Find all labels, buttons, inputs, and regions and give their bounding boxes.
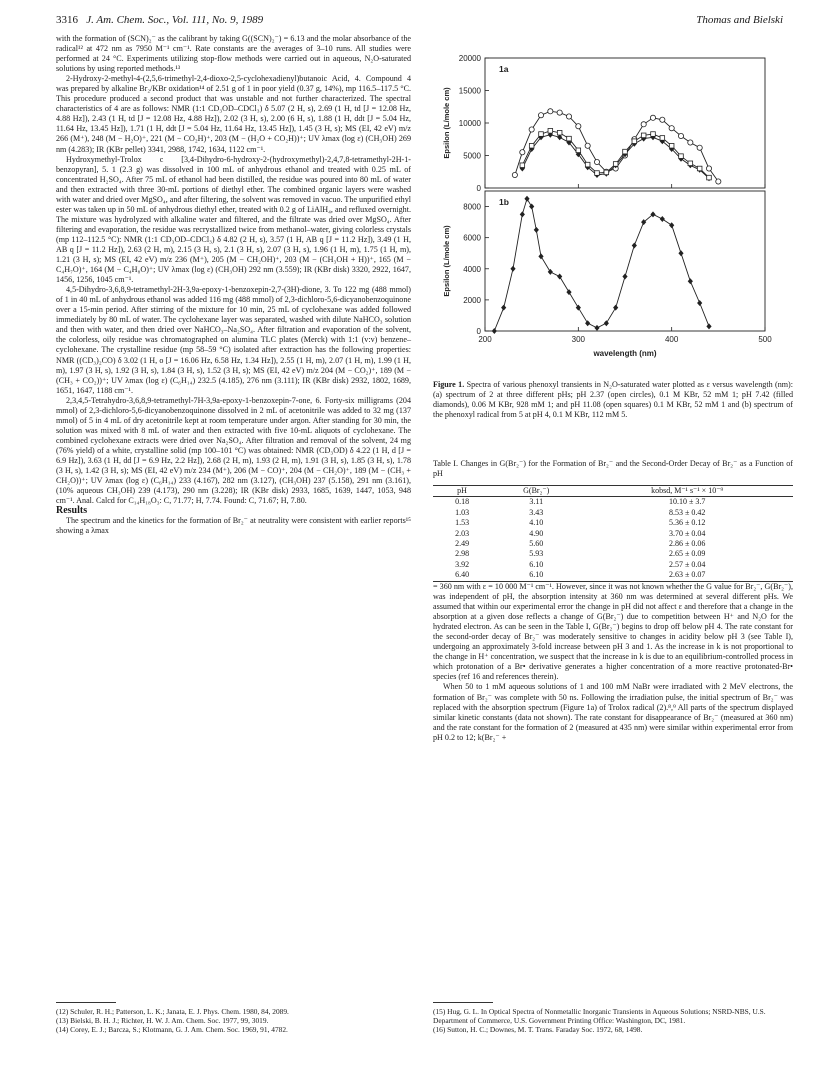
data-point-diamond (697, 300, 702, 306)
data-point-circle (669, 126, 674, 131)
table-cell: 3.70 ± 0.04 (668, 528, 706, 538)
table-header-row (433, 486, 793, 497)
table-cell: 3.43 (529, 507, 544, 517)
right-column (433, 582, 793, 743)
data-point-square (529, 143, 534, 148)
data-point-diamond (566, 289, 571, 295)
paragraph: When 50 to 1 mM aqueous solutions of 1 and 100 mM NaBr were irradiated with 2 MeV electrons, the formation of Br₂⁻ was complete with 50 ns. Following the irradiation pulse, the initial spectrum of Br₂⁻ was replaced with the absorption spectrum (Figure 1a) of Trolox radical (2).⁸,⁹ All parts of the spectrum displayed similar kinetic constants (data not shown). The rate constant for disappearance of Br₂⁻ (measured at 360 nm) and the rate constant for the formation of 2 (measured at 435 nm) were similar within experimental error from pH 0.2 to 12; k(Br₂⁻ + (433, 682, 793, 742)
paragraph: 2-Hydroxy-2-methyl-4-(2,5,6-trimethyl-2,4-dioxo-2,5-cyclohexadienyl)butanoic Acid, 4. Compound 4 was prepared by alkaline Br₂/KBr oxidation¹⁴ of 2.51 g of 1 in poor yield (0.37 g, 14%), mp 116.5–117.5 °C. This procedure produced a second product that was unstable and not further characterized. The spectral characteristics of 4 are as follows: NMR (1:1 CD₃OD–CDCl₃) δ 5.07 (2 H, s), 2.69 (1 H, td [J = 12.08 Hz, 4.88 Hz]), 2.43 (1 H, td [J = 12.08 Hz, 4.88 Hz]), 2.02 (3 H, s), 2.00 (6 H, s), 1.88 (1 H, ddt [J = 5.04 Hz, 11.64 Hz, 13.45 Hz]), 1.71 (1 H, ddt [J = 5.04 Hz, 11.64 Hz, 13.45 Hz]), 1.45 (3 H, s); MS (EI, 42 eV) m/z 266 (M⁺), 248 (M − H₂O)⁺, 221 (M − CO₂H)⁺, 203 (M − (H₂O + CO₂H))⁺; UV λmax (log ε) (CH₃OH) 269 nm (4.283); IR (KBr pellet) 3341, 2988, 1742, 1634, 1122 cm⁻¹. (56, 74, 411, 154)
table-cell: 5.60 (529, 539, 544, 549)
column-header: G(Br₂⁻) (491, 486, 581, 497)
table-cell: 8.53 ± 0.42 (668, 507, 706, 517)
data-point-square (688, 161, 693, 166)
data-point-circle (520, 150, 525, 155)
y-tick-label: 2000 (463, 295, 481, 305)
column-header: pH (433, 486, 491, 497)
data-point-square (548, 129, 553, 134)
table-row (433, 518, 793, 528)
panel-1a (442, 54, 765, 193)
footnote: (13) Bielski, B. H. J.; Richter, H. W. J. Am. Chem. Soc. 1977, 99, 3019. (56, 1016, 269, 1026)
table-cell: 6.40 (433, 570, 491, 581)
data-point-square (632, 139, 637, 144)
table-cell: 3.92 (455, 559, 470, 569)
data-table (433, 485, 793, 582)
data-point-circle (548, 109, 553, 114)
data-point-diamond (688, 278, 693, 284)
table-cell: 5.93 (529, 549, 544, 559)
plot-frame (485, 191, 765, 331)
y-tick-label: 6000 (463, 233, 481, 243)
table-cell: 3.11 (529, 497, 544, 507)
data-point-diamond (604, 320, 609, 326)
data-point-diamond (492, 328, 497, 334)
table-row (433, 549, 793, 559)
table-cell: 2.03 (455, 528, 470, 538)
data-point-square (557, 130, 562, 135)
table-row (433, 497, 793, 508)
table-cell: 6.10 (491, 570, 581, 581)
data-point-circle (706, 166, 711, 171)
table-cell: 2.98 (455, 549, 470, 559)
data-point-diamond (510, 266, 515, 272)
table-row (433, 539, 793, 549)
data-point-square (641, 133, 646, 138)
y-tick-label: 20000 (458, 54, 481, 63)
data-point-circle (594, 159, 599, 164)
table-row (433, 529, 793, 539)
data-point-diamond (678, 250, 683, 256)
data-point-square (679, 154, 684, 159)
table-cell: 2.65 ± 0.09 (668, 549, 706, 559)
data-point-diamond (534, 227, 539, 233)
data-point-circle (716, 179, 721, 184)
data-point-diamond (529, 204, 534, 210)
x-tick-label: 500 (758, 335, 772, 344)
column-header: kobsd, M⁻¹ s⁻¹ × 10⁻⁹ (581, 486, 793, 497)
page-number: 3316 (56, 14, 78, 26)
table-cell: 2.63 ± 0.07 (581, 570, 793, 581)
figure-caption (433, 380, 793, 420)
data-point-diamond (650, 211, 655, 217)
data-point-square (520, 163, 525, 168)
data-point-circle (585, 143, 590, 148)
data-point-square (576, 148, 581, 153)
x-tick-label: 400 (664, 335, 679, 344)
table-row (433, 560, 793, 570)
data-point-circle (557, 110, 562, 115)
y-axis-label: Epsilon (L/mole cm) (442, 87, 451, 159)
data-point-diamond (585, 320, 590, 326)
series-line (494, 199, 709, 331)
data-point-circle (650, 115, 655, 120)
y-tick-label: 10000 (458, 119, 481, 128)
y-tick-label: 0 (476, 327, 481, 336)
data-point-diamond (557, 274, 562, 280)
left-column (56, 34, 411, 536)
data-point-diamond (613, 305, 618, 311)
running-header-left (56, 14, 263, 26)
plot-frame (485, 58, 765, 188)
table-cell: 2.49 (455, 539, 470, 549)
data-point-circle (576, 124, 581, 129)
data-point-square (707, 175, 712, 180)
table-cell: 4.90 (529, 528, 544, 538)
data-point-circle (688, 140, 693, 145)
table-cell: 4.10 (529, 518, 544, 528)
y-axis-label: Epsilon (L/mole cm) (442, 225, 451, 297)
data-point-circle (538, 113, 543, 118)
table-title: Table I. Changes in G(Br₂⁻) for the Formation of Br₂⁻ and the Second-Order Decay of Br₂⁻ as a Function of pH (433, 459, 793, 479)
data-point-square (539, 132, 544, 137)
data-point-diamond (594, 325, 599, 331)
panel-label: 1a (499, 64, 509, 74)
data-point-circle (529, 127, 534, 132)
x-axis-label: wavelength (nm) (593, 349, 657, 358)
y-tick-label: 8000 (463, 202, 481, 212)
paragraph: 4,5-Dihydro-3,6,8,9-tetramethyl-2H-3,9a-epoxy-1-benzoxepin-2,7-(3H)-dione, 3. To 122 mg (488 mmol) of 1 in 40 mL of anhydrous ethanol was added 116 mg (488 mmol) of 2,3-dichloro-5,6-dicyanobenzoquinone over a 15-min period. After stirring of the mixture for 10 min, 25 mL of cyclohexane was added followed immediately by 80 mL of water. The cyclohexane layer was separated, washed with dilute NaHCO₃ solution and then with water, and then dried over NaHCO₃–Na₂SO₄. After filtration and evaporation of the solvent, the colorless, oily residue was chromatographed on alumina TLC plates (Merck) with 1:1 (v:v) benzene–cyclohexane. The crystalline residue (mp 58–59 °C) isolated after extraction has the following properties: NMR ((CD₃)₂CO) δ 3.02 (1 H, o [J = 16.06 Hz, 6.58 Hz, 1.34 Hz]), 2.55 (1 H, m), 2.07 (1 H, m), 1.99 (1 H, m), 1.97 (3 H, s), 1.92 (3 H, s), 1.84 (3 H, s), 1.52 (3 H, s); MS (EI, 42 eV) m/z 204 (M − CO₂)⁺, 189 (M − (CH₃ + CO₂))⁺; UV λmax (log ε) (C₆H₁₄) 232.5 (4.185), 276 nm (3.111); IR (KBr disk) 2932, 1802, 1689, 1651, 1647, 1188 cm⁻¹. (56, 285, 411, 395)
right-footnotes (433, 1007, 793, 1035)
figure-1-spectra (435, 48, 795, 373)
data-point-diamond (520, 211, 525, 217)
table-cell: 2.57 ± 0.04 (668, 559, 706, 569)
data-point-circle (678, 133, 683, 138)
caption-text: Spectra of various phenoxyl transients in N₂O-saturated water plotted as ε versus wavelength (nm): (a) spectrum of 2 at three different pHs; pH 2.37 (open circles), 0.1 M KBr, 52 mM 1; pH 7.42 (filled diamonds), 0.06 M KBr, 928 mM 1; and pH 11.08 (open squares) 0.1 M KBr, 52 mM 1 and (b) spectrum of the phenoxyl radical from 5 at pH 4, 0.1 M KBr, 112 mM 5. (433, 380, 794, 420)
data-point-circle (660, 117, 665, 122)
data-point-square (623, 149, 628, 154)
data-point-square (651, 132, 656, 137)
table-cell: 2.86 ± 0.06 (668, 539, 706, 549)
data-point-square (585, 162, 590, 167)
x-tick-label: 200 (478, 335, 492, 344)
data-point-diamond (524, 196, 529, 202)
data-point-diamond (632, 242, 637, 248)
running-header-authors: Thomas and Bielski (696, 14, 783, 26)
data-point-square (567, 136, 572, 141)
paragraph: The spectrum and the kinetics for the formation of Br₂⁻ at neutrality were consistent with earlier reports¹⁵ showing a λmax (56, 516, 411, 536)
data-point-circle (512, 172, 517, 177)
panel-label: 1b (499, 197, 509, 207)
footnote: (15) Hug, G. L. In Optical Spectra of Nonmetallic Inorganic Transients in Aqueous Solutions; NSRD-NBS, U.S. Department of Commerce, U.S. Government Printing Office: Washington, DC, 1981. (433, 1007, 766, 1026)
table-row (433, 570, 793, 581)
table-row (433, 508, 793, 518)
footnote-rule (56, 1002, 116, 1003)
footnote-rule (433, 1002, 493, 1003)
data-point-square (613, 162, 618, 167)
data-point-circle (697, 145, 702, 150)
journal-citation: J. Am. Chem. Soc., Vol. 111, No. 9, 1989 (86, 14, 264, 26)
data-point-diamond (538, 253, 543, 259)
data-point-square (660, 136, 665, 141)
footnote: (14) Corey, E. J.; Barcza, S.; Klotmann, G. J. Am. Chem. Soc. 1969, 91, 4782. (56, 1025, 288, 1035)
footnote: (12) Schuler, R. H.; Patterson, L. K.; Janata, E. J. Phys. Chem. 1980, 84, 2089. (56, 1007, 289, 1016)
table-cell: 0.18 (455, 497, 470, 507)
data-point-square (669, 143, 674, 148)
section-heading: Results (56, 505, 88, 517)
data-point-diamond (669, 222, 674, 228)
paragraph: 2,3,4,5-Tetrahydro-3,6,8,9-tetramethyl-7H-3,9a-epoxy-1-benzoxepin-7-one, 6. Forty-six milligrams (204 mmol) of 2,3-dichloro-5,6-dicyanobenzoquinone dissolved in 2 mL of acetonitrile was added to 32 mg (137 mmol) of 5 in 4 mL of dry acetonitrile kept at room temperature under argon. After standing for 30 min, the solution was mixed with 8 mL of water and then extracted with five 10-mL aliquots of cyclohexane. The combined cyclohexane extracts were dried over Na₂SO₄. After filtration and removal of the solvent, 24 mg (76% yield) of a white, crystalline solid (mp 100–101 °C) was obtained: NMR (CD₃OD) δ 4.22 (1 H, d [J = 6.9 Hz]), 3.63 (1 H, dd [J = 6.9 Hz, 2.2 Hz]), 2.68 (2 H, m), 1.93 (2 H, m), 1.91 (3 H, s), 1.85 (3 H, s), 1.78 (3 H, s), 1.42 (3 H, s); MS (EI, 42 eV) m/z 234 (M⁺), 206 (M − CO)⁺, 204 (M − CH₂O)⁺, 189 (M − (CH₃ + CH₂O))⁺; UV λmax (log ε) (C₆H₁₄) 233 (4.167), 282 nm (3.127), (CH₃OH) 237 (5.158), 291 nm (3.161), (10% aqueous CH₃OH) 239 (4.173), 290 nm (3.228); IR (KBr disk) 2933, 1685, 1639, 1447, 1053, 948 cm⁻¹. Anal. Calcd for C₁₄H₁₈O₃: C, 71.77; H, 7.74. Found: C, 71.67; H, 7.80. (56, 395, 411, 506)
panel-1b (442, 191, 772, 358)
data-point-square (595, 171, 600, 176)
caption-label: Figure 1. (433, 380, 465, 389)
data-point-diamond (660, 216, 665, 222)
table-cell: 1.53 (455, 518, 470, 528)
y-tick-label: 5000 (463, 151, 481, 161)
data-point-diamond (706, 323, 711, 329)
table-cell: 6.10 (529, 559, 544, 569)
data-point-diamond (622, 274, 627, 280)
footnote: (16) Sutton, H. C.; Downes, M. T. Trans. Faraday Soc. 1972, 68, 1498. (433, 1025, 643, 1035)
y-tick-label: 0 (476, 184, 481, 193)
data-point-diamond (641, 219, 646, 225)
data-point-circle (641, 122, 646, 127)
table-cell: 10.10 ± 3.7 (668, 497, 706, 507)
data-point-diamond (548, 269, 553, 275)
y-tick-label: 4000 (463, 264, 481, 274)
x-tick-label: 300 (571, 335, 586, 344)
data-point-square (604, 170, 609, 175)
data-point-diamond (501, 305, 506, 311)
left-footnotes (56, 1007, 411, 1035)
paragraph: = 360 nm with ε = 10 000 M⁻¹ cm⁻¹. However, since it was not known whether the G value for Br₂⁻, G(Br₂⁻), was independent of pH, the absorption intensity at 360 nm was determined at several different pHs. We assumed that within our experimental error the change in pH did not affect ε and therefore that a change in the absorption at a given dose reflects a change of G(Br₂⁻) due to competition between H⁺ and N₂O for the hydrated electron. As can be seen in the Table I, G(Br₂⁻) begins to drop off below pH 4. The rate constant for the second-order decay of Br₂⁻ was moderately sensitive to changes in acidity below pH 3 (see Table I), undergoing an approximately 3-fold increase between pH 3 and 1. As the increase in k is not proportional to the change in H⁺ concentration, we suspect that the increase in k is due to an equilibrium-controlled process in which protonation of a Br• derivative generates a higher concentration of a more reactive protonated-Br• species (ref 16 and references therein). (433, 582, 793, 682)
y-tick-label: 15000 (458, 86, 481, 96)
table-cell: 1.03 (455, 507, 470, 517)
data-point-circle (566, 114, 571, 119)
table-cell: 5.36 ± 0.12 (668, 518, 706, 528)
paragraph: with the formation of (SCN)₂⁻ as the calibrant by taking G((SCN)₂⁻) = 6.13 and the molar absorbance of the radical¹² at 472 nm as 7950 M⁻¹ cm⁻¹. Rate constants are the averages of 3–10 runs. All studies were performed at 24 °C. Experiments utilizing stop-flow methods were carried out in aqueous, N₂O-saturated solutions by using reported methods.¹³ (56, 34, 411, 74)
data-point-square (697, 166, 702, 171)
paragraph: Hydroxymethyl-Trolox c [3,4-Dihydro-6-hydroxy-2-(hydroxymethyl)-2,4,7,8-tetramethyl-2H-1-benzopyran], 5. 1 (2.3 g) was dissolved in 100 mL of anhydrous ethanol and treated with 0.25 mL of concentrated H₂SO₄. After 75 mL of ethanol had been distilled, the residue was poured into 80 mL of water and then extracted with three 30-mL portions of diethyl ether. The combined organic layers were washed with water and dried over MgSO₄, and after filtering, the solvent was removed in vacuo. The unpurified ethyl ester was taken up in 50 mL of anhydrous diethyl ether, treated with 0.2 g of LiAlH₄, and refluxed overnight. The mixture was hydrolyzed with alkaline water and filtered, and the filtrate was dried over MgSO₄. After filtering and evaporation, the residue was recrystallized twice from methanol–water, giving colorless crystals (mp 112–112.5 °C): NMR (1:1 CD₃OD–CDCl₃) δ 4.82 (2 H, s), 3.57 (1 H, AB q [J = 11.2 Hz]), 3.49 (1 H, AB q [J = 11.2 Hz]), 2.63 (2 H, m), 2.15 (3 H, s), 2.1 (3 H, s), 2.07 (3 H, s), 1.96 (1 H, m), 1.75 (1 H, m), 1.21 (3 H, s); MS (EI, 42 eV) m/z 236 (M⁺), 205 (M − CH₂OH)⁺, 203 (M − (CH₃OH + H))⁺, 165 (M − C₄H₇O)⁺, 164 (M − C₄H₈O)⁺; UV λmax (log ε) (CH₃OH) 292 nm (3.559); IR (KBr disk) 3320, 2922, 1647, 1456, 1256, 1045 cm⁻¹. (56, 154, 411, 285)
